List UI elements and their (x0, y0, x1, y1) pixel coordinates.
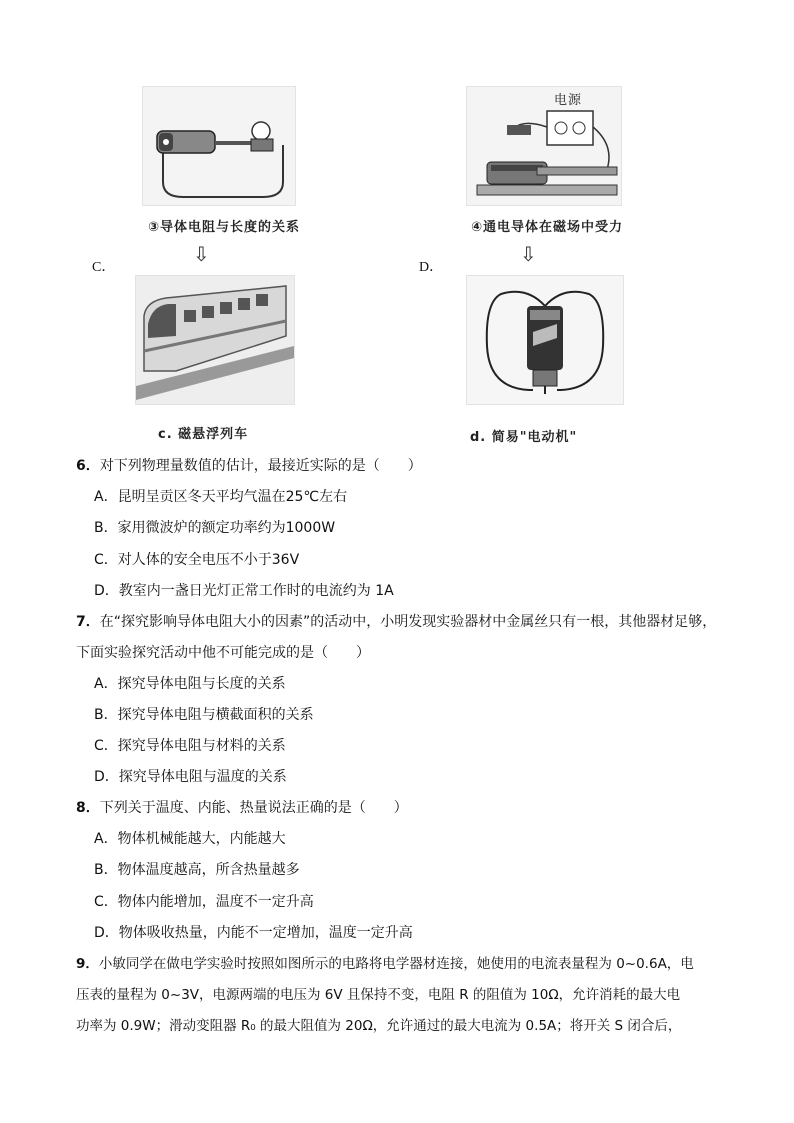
question-7-option-d[interactable]: D．探究导体电阻与温度的关系 (94, 769, 287, 785)
question-6-option-b[interactable]: B．家用微波炉的额定功率约为1000W (94, 520, 336, 536)
magnetic-force-apparatus (467, 87, 621, 205)
question-9-stem-line-3: 功率为 0.9W；滑动变阻器 R₀ 的最大阻值为 20Ω，允许通过的最大电流为 0.5A；将开关 S 闭合后， (76, 1018, 682, 1034)
figure-c-bottom-train (135, 275, 295, 405)
down-arrow-icon: ⇩ (520, 242, 537, 266)
question-6-option-a[interactable]: A．昆明呈贡区冬天平均气温在25℃左右 (94, 489, 348, 505)
question-7-option-b[interactable]: B．探究导体电阻与横截面积的关系 (94, 707, 314, 723)
figure-d-bottom-caption: d. 简易"电动机" (470, 430, 578, 445)
question-6-option-c[interactable]: C．对人体的安全电压不小于36V (94, 552, 300, 568)
circuit-illustration (143, 87, 295, 205)
down-arrow-icon: ⇩ (193, 242, 210, 266)
option-c-label: C． (92, 260, 116, 275)
question-6-option-d[interactable]: D．教室内一盏日光灯正常工作时的电流约为 1A (94, 583, 394, 599)
question-7-option-c[interactable]: C．探究导体电阻与材料的关系 (94, 738, 286, 754)
figure-d-top-apparatus (466, 86, 622, 206)
question-text: 在“探究影响导体电阻大小的因素”的活动中，小明发现实验器材中金属丝只有一根，其他器材足够， (99, 614, 717, 630)
question-text: 对下列物理量数值的估计，最接近实际的是（ ） (99, 458, 422, 474)
figure-c-top-caption: ③导体电阻与长度的关系 (148, 220, 301, 235)
figure-d-top-caption: ④通电导体在磁场中受力 (471, 220, 624, 235)
maglev-train-illustration (136, 276, 294, 404)
figure-c-bottom-caption: c. 磁悬浮列车 (158, 427, 249, 442)
question-text: 小敏同学在做电学实验时按照如图所示的电路将电学器材连接，她使用的电流表量程为 0~0.6A，电 (98, 956, 694, 972)
figure-c-top-circuit (142, 86, 296, 206)
question-text: 下列关于温度、内能、热量说法正确的是（ ） (99, 800, 408, 816)
question-8-option-d[interactable]: D．物体吸收热量，内能不一定增加，温度一定升高 (94, 925, 413, 941)
question-8-stem (76, 798, 408, 818)
figure-d-top-label: 电源 (554, 93, 583, 108)
question-8-option-c[interactable]: C．物体内能增加，温度不一定升高 (94, 894, 314, 910)
question-number: 9． (76, 956, 99, 972)
simple-motor-illustration (467, 276, 623, 404)
question-number: 6． (76, 458, 100, 474)
option-d-label: D． (419, 260, 444, 275)
question-6-stem (76, 456, 422, 476)
question-9-stem (76, 954, 694, 974)
question-9-stem-line-2: 压表的量程为 0~3V，电源两端的电压为 6V 且保持不变，电阻 R 的阻值为 10Ω，允许消耗的最大电 (76, 987, 681, 1003)
question-7-option-a[interactable]: A．探究导体电阻与长度的关系 (94, 676, 286, 692)
question-number: 8． (76, 800, 100, 816)
question-7-stem-line-2: 下面实验探究活动中他不可能完成的是（ ） (76, 645, 370, 661)
question-number: 7． (76, 614, 100, 630)
question-7-stem (76, 612, 716, 632)
question-8-option-b[interactable]: B．物体温度越高，所含热量越多 (94, 862, 300, 878)
figure-d-bottom-motor (466, 275, 624, 405)
question-8-option-a[interactable]: A．物体机械能越大，内能越大 (94, 831, 286, 847)
